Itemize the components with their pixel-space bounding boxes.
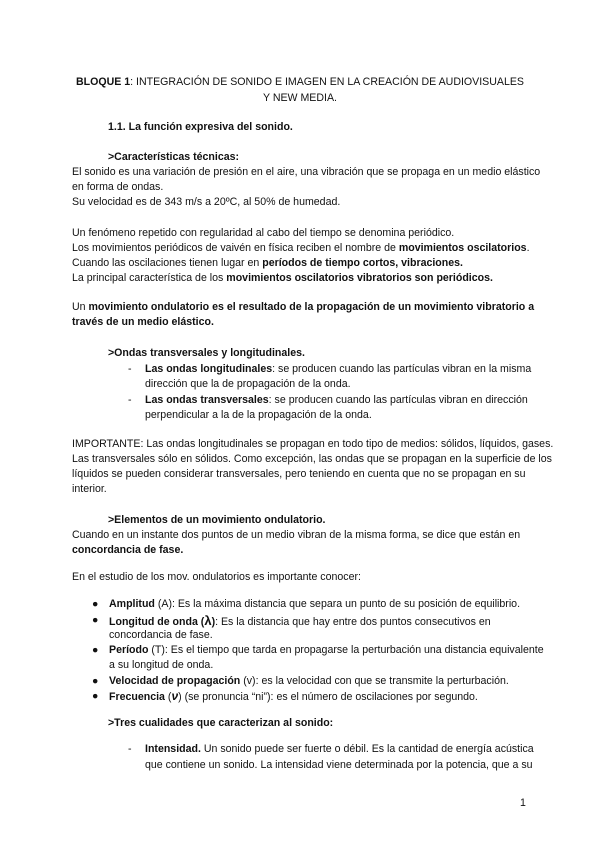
- subheading-text: >Características técnicas:: [108, 151, 240, 163]
- list-item: [145, 393, 528, 408]
- paragraph-line: líquidos se pueden considerar transversales, pero teniendo en cuenta que no se propagan en su: [72, 468, 526, 480]
- bullet-marker: ●: [92, 675, 99, 687]
- text-span: .: [526, 242, 530, 254]
- bold-span: ): [211, 616, 216, 628]
- bold-span: movimiento ondulatorio: [88, 301, 210, 313]
- title-bold: BLOQUE 1: [76, 76, 131, 88]
- bold-span: Intensidad.: [145, 743, 201, 755]
- bold-span: través de un medio elástico.: [72, 316, 214, 328]
- dash-marker: -: [128, 743, 132, 755]
- subheading-elementos: [108, 513, 326, 528]
- document-title: [72, 74, 528, 106]
- paragraph-line: Su velocidad es de 343 m/s a 20ºC, al 50% de humedad.: [72, 196, 341, 208]
- bold-span: Período: [109, 644, 149, 656]
- nu-symbol: ν: [171, 689, 179, 703]
- list-item-continuation: perpendicular a la de la propagación de la onda.: [145, 409, 372, 421]
- text-span: : Es la distancia que hay entre dos puntos consecutivos en: [215, 616, 491, 628]
- paragraph-line: Las transversales sólo en sólidos. Como excepción, las ondas que se propagan en la superficie de los: [72, 453, 552, 465]
- bold-span: concordancia de fase.: [72, 544, 184, 556]
- bold-span: períodos de tiempo cortos, vibraciones.: [262, 257, 463, 269]
- bullet-marker: ●: [92, 644, 99, 656]
- text-span: (A): Es la máxima distancia que separa un punto de su posición de equilibrio.: [154, 598, 521, 610]
- text-span: : se producen cuando las partículas vibran en la misma: [272, 363, 532, 375]
- list-item: [109, 643, 544, 658]
- list-item: [145, 742, 534, 757]
- text-span: Los movimientos periódicos de vaivén en física reciben el nombre de: [72, 242, 399, 254]
- list-item: [109, 674, 509, 689]
- bullet-marker: ●: [92, 690, 99, 702]
- paragraph-line: El sonido es una variación de presión en el aire, una vibración que se propaga en un medio elástico: [72, 166, 541, 178]
- paragraph-line: [72, 241, 530, 256]
- bold-span: Las ondas transversales: [145, 394, 269, 406]
- page-number: 1: [520, 797, 526, 809]
- text-span: Un sonido puede ser fuerte o débil. Es la cantidad de energía acústica: [200, 743, 534, 755]
- paragraph-line: [72, 543, 183, 558]
- subheading-text: >Tres cualidades que caracterizan al sonido:: [108, 717, 334, 729]
- bullet-marker: ●: [92, 614, 99, 626]
- text-span: Un: [72, 301, 89, 313]
- list-item: [109, 597, 520, 612]
- list-item-continuation: concordancia de fase.: [109, 629, 213, 641]
- list-item-continuation: dirección que la de propagación de la onda.: [145, 378, 351, 390]
- list-item: [109, 689, 478, 705]
- bullet-marker: ●: [92, 598, 99, 610]
- text-span: La principal característica de los: [72, 272, 227, 284]
- paragraph-line: interior.: [72, 483, 107, 495]
- text-span: (v): es la velocidad con que se transmite la perturbación.: [240, 675, 509, 687]
- paragraph-line: en forma de ondas.: [72, 181, 164, 193]
- subheading-text: >Ondas transversales y longitudinales.: [108, 347, 305, 359]
- lambda-symbol: λ: [204, 613, 212, 628]
- bold-span: Amplitud: [109, 598, 155, 610]
- title-rest: : INTEGRACIÓN DE SONIDO E IMAGEN EN LA CREACIÓN DE AUDIOVISUALES Y NEW MEDIA.: [130, 76, 524, 104]
- dash-marker: -: [128, 394, 132, 406]
- bold-span: Longitud de onda (: [109, 616, 205, 628]
- dash-marker: -: [128, 363, 132, 375]
- text-span: (T): Es el tiempo que tarda en propagarse la perturbación una distancia equivalente: [148, 644, 544, 656]
- bold-span: Las ondas longitudinales: [145, 363, 273, 375]
- subheading-ondas: [108, 346, 305, 361]
- paragraph-line: En el estudio de los mov. ondulatorios es importante conocer:: [72, 571, 361, 583]
- list-item: [145, 362, 531, 377]
- text-span: (: [164, 691, 172, 703]
- list-item-continuation: que contiene un sonido. La intensidad viene determinada por la potencia, que a su: [145, 759, 533, 771]
- paragraph-line: Un fenómeno repetido con regularidad al cabo del tiempo se denomina periódico.: [72, 227, 455, 239]
- paragraph-line: [72, 315, 214, 330]
- paragraph-line: Cuando en un instante dos puntos de un medio vibran de la misma forma, se dice que están en: [72, 529, 521, 541]
- bold-span: movimientos oscilatorios vibratorios son periódicos.: [226, 272, 493, 284]
- text-span: Cuando las oscilaciones tienen lugar en: [72, 257, 263, 269]
- section-heading-text: 1.1. La función expresiva del sonido.: [108, 121, 293, 133]
- section-heading: [108, 120, 293, 135]
- subheading-cualidades: [108, 716, 333, 731]
- text-span: ) (se pronuncia “ni”): es el número de oscilaciones por segundo.: [178, 691, 478, 703]
- paragraph-line: [72, 271, 493, 286]
- subheading-text: >Elementos de un movimiento ondulatorio.: [108, 514, 326, 526]
- subheading-caracteristicas: [108, 150, 239, 165]
- bold-span: es el resultado de la propagación de un movimiento vibratorio a: [209, 301, 535, 313]
- paragraph-line: IMPORTANTE: Las ondas longitudinales se propagan en todo tipo de medios: sólidos, líquidos, gases.: [72, 438, 554, 450]
- bold-span: movimientos oscilatorios: [398, 242, 527, 254]
- list-item-continuation: a su longitud de onda.: [109, 659, 214, 671]
- bold-span: Frecuencia: [109, 691, 165, 703]
- paragraph-line: [72, 256, 463, 271]
- text-span: : se producen cuando las partículas vibran en dirección: [268, 394, 528, 406]
- bold-span: Velocidad de propagación: [109, 675, 241, 687]
- paragraph-line: [72, 300, 534, 315]
